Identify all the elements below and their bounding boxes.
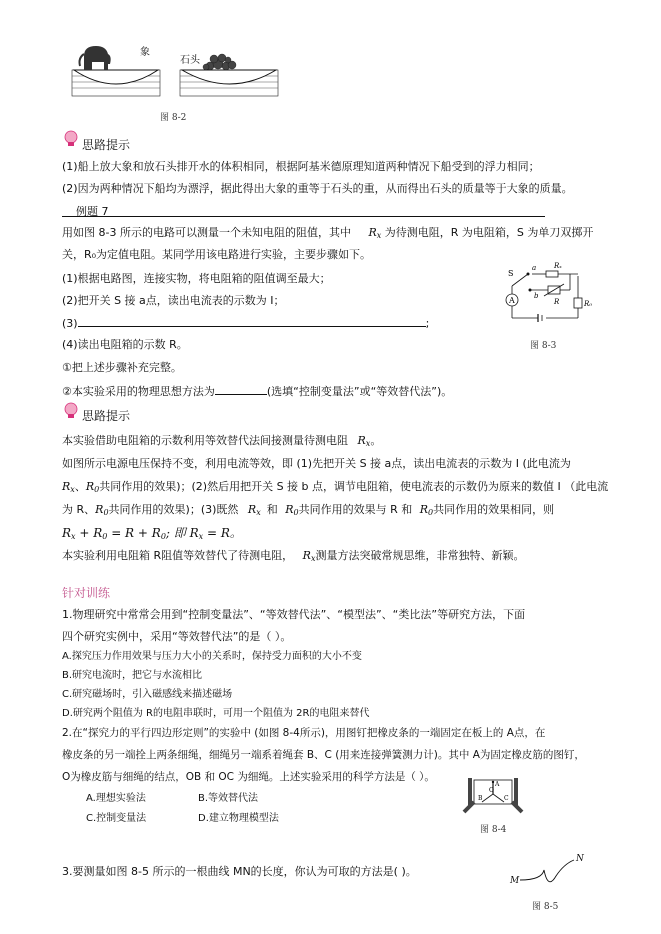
hint2-l3b: 共同作用的效果)；(2)然后用把开关 S 接 b 点，调节电阻箱，使电流表的示数仍为原来的数值 I （此电流 bbox=[99, 480, 609, 493]
rx-symbol: $R_x$ bbox=[247, 503, 261, 517]
svg-text:A: A bbox=[495, 781, 500, 788]
q2-line1: 2.在“探究力的平行四边形定则”的实验中 (如图 8-4所示)，用图钉把橡皮条的一端固定在板上的 A点，在 bbox=[62, 727, 546, 739]
example7-q2a: ②本实验采用的物理思想方法为 bbox=[62, 385, 215, 398]
hint1-line1: (1)船上放大象和放石头排开水的体积相同，根据阿基米德原理知道两种情况下船受到的浮力相同； bbox=[62, 160, 540, 173]
figure-8-3-circuit bbox=[498, 262, 593, 324]
example7-p2: 关，R₀为定值电阻。某同学用该电路进行实验，主要步骤如下。 bbox=[62, 248, 372, 261]
hint2-l4e: 共同作用的效果相同，则 bbox=[433, 503, 555, 516]
figure-8-2 bbox=[70, 36, 280, 98]
hint2-l4 bbox=[62, 503, 554, 520]
q1-line2: 四个研究实例中，采用“等效替代法”的是（ ）。 bbox=[62, 630, 292, 643]
hint2-l4c: 和 bbox=[266, 503, 278, 516]
curve-label-n: N bbox=[576, 854, 584, 864]
hint2-l4d: 共同作用的效果与 R 和 bbox=[298, 503, 413, 516]
curve-label-m: M bbox=[510, 876, 520, 886]
hint2-l6 bbox=[62, 549, 524, 566]
q1-option-b: B.研究电流时，把它与水流相比 bbox=[62, 670, 203, 681]
hint1-title: 思路提示 bbox=[82, 138, 131, 152]
hint2-l2: 如图所示电源电压保持不变，利用电流等效，即 (1)先把开关 S 接 a点，读出电流表的示数为 I (此电流为 bbox=[62, 457, 571, 470]
hint2-equation: $R_x + R_0 = R + R_0$; 即 $R_x = R$。 bbox=[62, 526, 242, 541]
example7-step3 bbox=[62, 316, 429, 331]
hint2-l6b: 测量方法突破常规思维，非常独特、新颖。 bbox=[315, 549, 525, 562]
hint2-l4a: 为 R、 bbox=[62, 503, 96, 516]
figure-8-4 bbox=[462, 778, 524, 818]
svg-text:C: C bbox=[504, 795, 509, 802]
r0-symbol: $R_0$ bbox=[419, 503, 434, 517]
q2-option-d: D.建立物理模型法 bbox=[198, 813, 279, 824]
example7-divider bbox=[62, 216, 545, 217]
hint2-l3a: 、 bbox=[74, 480, 86, 493]
q2-line2: 橡皮条的另一端拴上两条细绳，细绳另一端系着绳套 B、C (用来连接弹簧测力计)。其中 A为固定橡皮筋的图钉， bbox=[62, 749, 585, 761]
q1-line1: 1.物理研究中常常会用到“控制变量法”、“等效替代法”、“模型法”、“类比法”等研究方法，下面 bbox=[62, 608, 526, 621]
q2-line3: O为橡皮筋与细绳的结点，OB 和 OC 为细绳。上述实验采用的科学方法是（ ）。 bbox=[62, 771, 435, 783]
example7-p1b: 为待测电阻，R 为电阻箱，S 为单刀双掷开 bbox=[384, 226, 594, 239]
hint2-l1 bbox=[62, 434, 381, 451]
step3-prefix: (3) bbox=[62, 317, 78, 330]
example7-q2b: (选填“控制变量法”或“等效替代法”)。 bbox=[266, 385, 453, 398]
figure-8-2-caption: 图 8-2 bbox=[160, 113, 187, 123]
svg-text:a: a bbox=[532, 264, 537, 272]
example7-step2: (2)把开关 S 接 a点，读出电流表的示数为 I； bbox=[62, 294, 285, 307]
hint2-l6-text: 本实验利用电阻箱 R阻值等效替代了待测电阻， bbox=[62, 549, 294, 562]
r0-symbol: $R_0$ bbox=[95, 503, 109, 517]
q2-option-c: C.控制变量法 bbox=[86, 813, 147, 824]
q1-option-c: C.研究磁场时，引入磁感线来描述磁场 bbox=[62, 689, 233, 700]
svg-text:O: O bbox=[489, 787, 494, 794]
figure-8-5-curve bbox=[512, 854, 582, 888]
q1-option-a: A.探究压力作用效果与压力大小的关系时，保持受力面积的大小不变 bbox=[62, 651, 362, 662]
example7-step1: (1)根据电路图，连接实物，将电阻箱的阻值调至最大； bbox=[62, 272, 331, 285]
svg-text:B: B bbox=[478, 795, 483, 802]
svg-text:S: S bbox=[508, 269, 514, 278]
hint2-l3 bbox=[62, 480, 608, 497]
elephant-label: 象 bbox=[140, 47, 150, 58]
figure-8-3-caption: 图 8-3 bbox=[530, 341, 557, 351]
rx-symbol: $R_x$ bbox=[368, 226, 382, 240]
bulb-icon bbox=[62, 129, 80, 147]
example7-q1: ①把上述步骤补充完整。 bbox=[62, 361, 182, 374]
svg-text:R₀: R₀ bbox=[584, 300, 593, 308]
rx-symbol: $R_x$ bbox=[62, 480, 75, 494]
figure-8-5-caption: 图 8-5 bbox=[532, 902, 559, 912]
q2-option-a: A.理想实验法 bbox=[86, 793, 146, 804]
svg-text:Rₓ: Rₓ bbox=[554, 262, 562, 270]
q1-option-d: D.研究两个阻值为 R的电阻串联时，可用一个阻值为 2R的电阻来替代 bbox=[62, 708, 370, 719]
example7-title: 例题 7 bbox=[76, 205, 109, 218]
r0-symbol: $R_0$ bbox=[285, 503, 299, 517]
example7-p1a: 用如图 8-3 所示的电路可以测量一个未知电阻的阻值，其中 bbox=[62, 226, 351, 239]
hint1-line2: (2)因为两种情况下船均为漂浮，据此得出大象的重等于石头的重，从而得出石头的质量等于大象的质量。 bbox=[62, 182, 573, 195]
hint2-l1-end: 。 bbox=[370, 434, 382, 447]
hint2-l4b: 共同作用的效果)；(3)既然 bbox=[108, 503, 239, 516]
r0-symbol: $R_0$ bbox=[85, 480, 100, 494]
figure-8-4-caption: 图 8-4 bbox=[480, 825, 507, 835]
example7-step4: (4)读出电阻箱的示数 R。 bbox=[62, 338, 188, 351]
example7-p1 bbox=[62, 226, 593, 243]
stone-label: 石头 bbox=[180, 55, 200, 66]
rx-symbol: $R_x$ bbox=[302, 549, 316, 563]
svg-text:R: R bbox=[554, 298, 560, 306]
step3-blank[interactable] bbox=[78, 316, 426, 327]
svg-text:b: b bbox=[534, 292, 539, 300]
rx-symbol: $R_x$ bbox=[357, 434, 371, 448]
q3-line: 3.要测量如图 8-5 所示的一根曲线 MN的长度，你认为可取的方法是( )。 bbox=[62, 865, 417, 878]
q2-blank[interactable] bbox=[215, 384, 267, 395]
training-title: 针对训练 bbox=[62, 586, 111, 600]
bulb-icon bbox=[62, 401, 80, 419]
hint2-title: 思路提示 bbox=[82, 409, 131, 423]
step3-suffix: ; bbox=[425, 317, 430, 330]
hint2-l1-text: 本实验借助电阻箱的示数利用等效替代法间接测量待测电阻 bbox=[62, 434, 348, 447]
example7-q2 bbox=[62, 384, 452, 399]
svg-text:A: A bbox=[509, 296, 515, 305]
q2-option-b: B.等效替代法 bbox=[198, 793, 259, 804]
